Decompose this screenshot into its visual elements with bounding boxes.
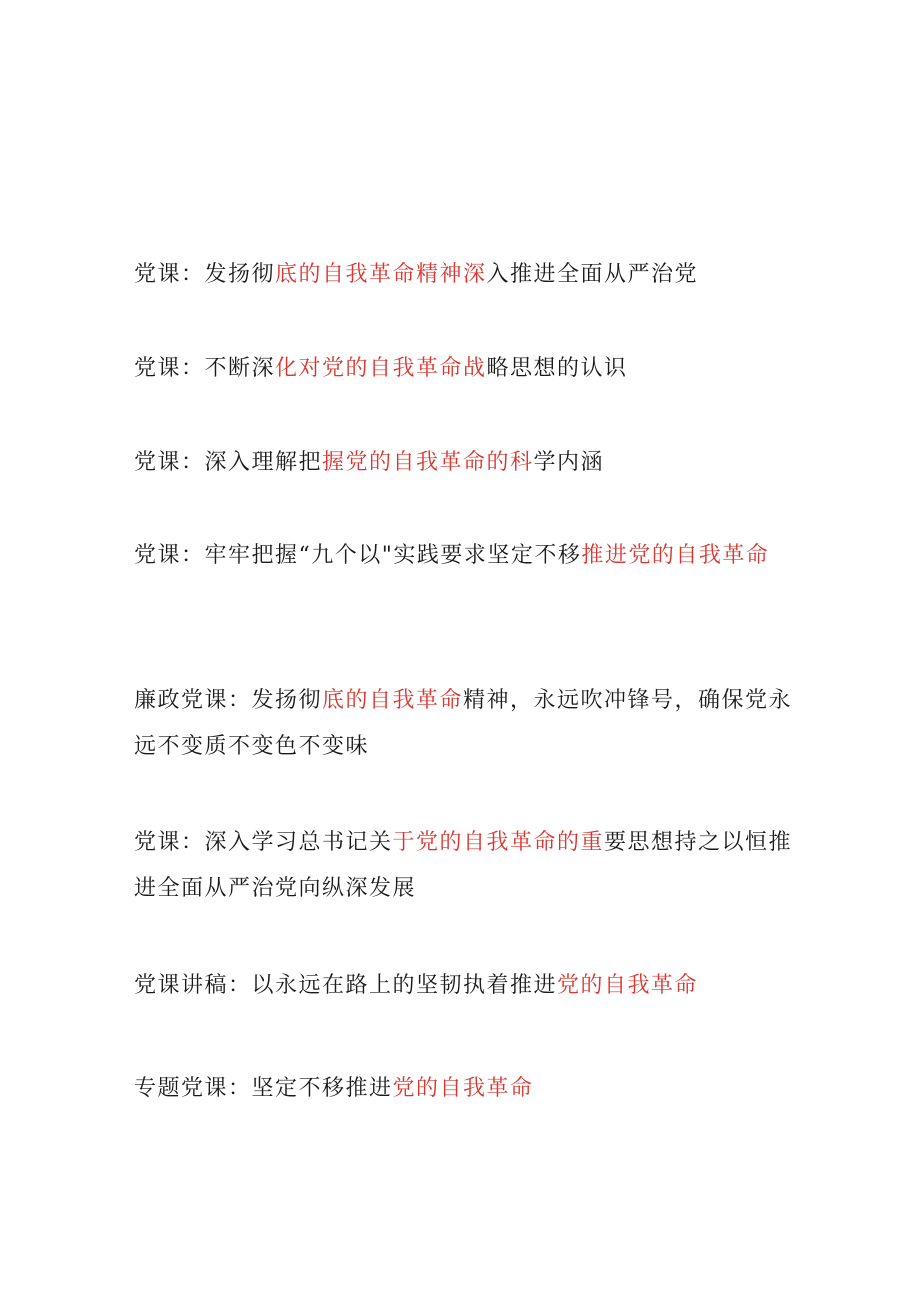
title-text: 党课：发扬彻 bbox=[134, 262, 276, 287]
title-item-4 bbox=[134, 533, 794, 579]
title-item-1 bbox=[134, 252, 794, 298]
title-item-8 bbox=[134, 1066, 794, 1112]
title-text: 专题党课：坚定不移推进 bbox=[134, 1076, 393, 1101]
highlighted-text: 底的自我革命 bbox=[322, 688, 464, 713]
highlighted-text: 于党的自我革命的重 bbox=[392, 830, 605, 855]
title-text: 党课：深入理解把 bbox=[134, 450, 323, 475]
title-text: 略思想的认识 bbox=[486, 356, 628, 381]
title-text: 党课：不断深 bbox=[134, 356, 276, 381]
highlighted-text: 底的自我革命精神深 bbox=[275, 262, 487, 287]
title-text: 精神，永远吹冲锋号，确保党永远不变质不变色不变味 bbox=[134, 688, 793, 759]
title-item-7 bbox=[134, 963, 794, 1009]
title-item-3 bbox=[134, 440, 794, 486]
highlighted-text: 党的自我革命 bbox=[392, 1076, 534, 1101]
highlighted-text: 化对党的自我革命战 bbox=[275, 356, 487, 381]
highlighted-text: 握党的自我革命的科 bbox=[322, 450, 534, 475]
title-text: 党课讲稿：以永远在路上的坚韧执着推进 bbox=[134, 973, 558, 998]
title-text: 学内涵 bbox=[533, 450, 605, 475]
highlighted-text: 推进党的自我革命 bbox=[581, 543, 770, 568]
title-text: 党课：深入学习总书记关 bbox=[134, 830, 393, 855]
title-item-5 bbox=[134, 678, 794, 770]
title-text: 党课：牢牢把握“九个以"实践要求坚定不移 bbox=[134, 543, 582, 568]
title-text: 入推进全面从严治党 bbox=[486, 262, 699, 287]
title-text: 要思想持之以恒推进全面从严治党向纵深发展 bbox=[134, 830, 793, 901]
title-item-6 bbox=[134, 820, 794, 912]
title-item-2 bbox=[134, 346, 794, 392]
title-text: 廉政党课：发扬彻 bbox=[134, 688, 323, 713]
highlighted-text: 党的自我革命 bbox=[557, 973, 699, 998]
